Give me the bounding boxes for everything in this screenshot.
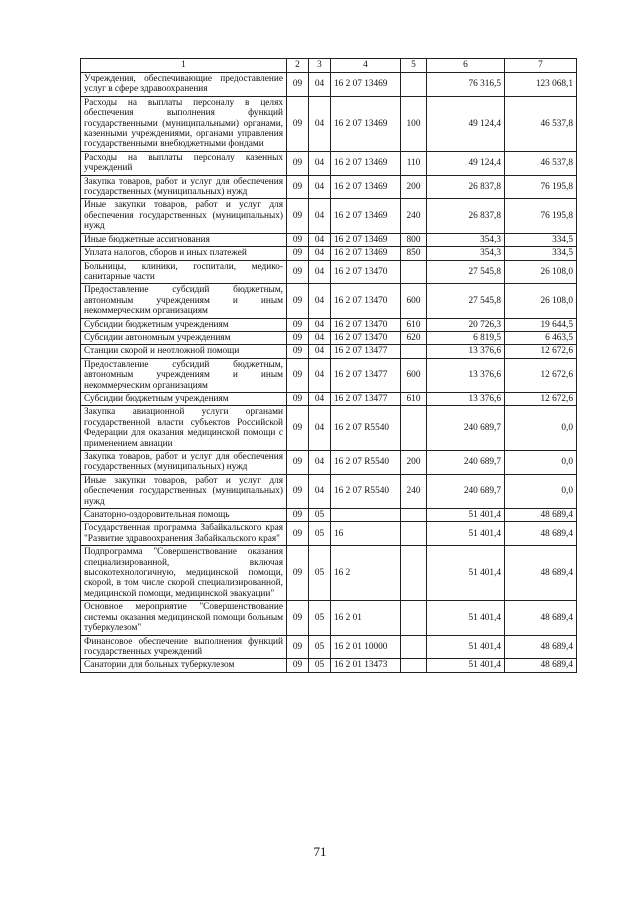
row-amount-1: 51 401,4 [427, 635, 505, 659]
row-subsection: 04 [309, 358, 331, 392]
row-amount-2: 19 644,5 [505, 318, 577, 331]
header-col-7: 7 [505, 59, 577, 73]
table-row [81, 175, 577, 199]
row-subsection: 04 [309, 199, 331, 233]
table-row [81, 601, 577, 635]
row-amount-1: 13 376,6 [427, 392, 505, 405]
table-row [81, 451, 577, 475]
page-number: 71 [313, 844, 327, 859]
row-amount-1: 51 401,4 [427, 522, 505, 546]
row-subsection: 04 [309, 331, 331, 344]
row-amount-2: 0,0 [505, 451, 577, 475]
header-col-1: 1 [81, 59, 287, 73]
row-expense-type: 600 [401, 284, 427, 318]
row-expense-type: 200 [401, 451, 427, 475]
row-expense-type: 850 [401, 247, 427, 260]
row-target-article: 16 [331, 522, 401, 546]
row-name: Субсидии бюджетным учреждениям [81, 318, 287, 331]
row-amount-2: 334,5 [505, 247, 577, 260]
row-subsection: 05 [309, 509, 331, 522]
row-subsection: 04 [309, 284, 331, 318]
row-name: Иные бюджетные ассигнования [81, 233, 287, 246]
row-amount-2: 46 537,8 [505, 151, 577, 175]
row-section: 09 [287, 284, 309, 318]
row-section: 09 [287, 659, 309, 672]
row-amount-2: 48 689,4 [505, 635, 577, 659]
row-target-article: 16 2 07 13469 [331, 96, 401, 151]
row-amount-1: 76 316,5 [427, 73, 505, 97]
table-row [81, 233, 577, 246]
row-target-article: 16 2 07 13477 [331, 345, 401, 358]
table-row [81, 260, 577, 284]
row-target-article: 16 2 07 13470 [331, 318, 401, 331]
row-target-article: 16 2 07 13477 [331, 358, 401, 392]
table-row [81, 331, 577, 344]
row-subsection: 04 [309, 345, 331, 358]
header-row [81, 59, 577, 73]
row-target-article: 16 2 07 13469 [331, 199, 401, 233]
row-amount-2: 48 689,4 [505, 546, 577, 601]
row-subsection: 04 [309, 73, 331, 97]
row-expense-type [401, 260, 427, 284]
table-row [81, 151, 577, 175]
table-row [81, 358, 577, 392]
table-row [81, 474, 577, 508]
row-amount-2: 12 672,6 [505, 345, 577, 358]
row-amount-2: 6 463,5 [505, 331, 577, 344]
row-target-article: 16 2 01 [331, 601, 401, 635]
table-row [81, 247, 577, 260]
row-name: Предоставление субсидий бюджетным, автономным учреждениям и иным некоммерческим организациям [81, 358, 287, 392]
row-section: 09 [287, 73, 309, 97]
row-amount-1: 26 837,8 [427, 175, 505, 199]
row-section: 09 [287, 96, 309, 151]
row-subsection: 04 [309, 233, 331, 246]
row-name: Санатории для больных туберкулезом [81, 659, 287, 672]
row-target-article [331, 509, 401, 522]
row-subsection: 04 [309, 392, 331, 405]
row-expense-type [401, 345, 427, 358]
row-amount-1: 13 376,6 [427, 358, 505, 392]
row-amount-1: 27 545,8 [427, 260, 505, 284]
row-expense-type [401, 546, 427, 601]
row-name: Финансовое обеспечение выполнения функций государственных учреждений [81, 635, 287, 659]
row-target-article: 16 2 07 13469 [331, 247, 401, 260]
row-amount-1: 354,3 [427, 247, 505, 260]
row-expense-type [401, 601, 427, 635]
row-amount-1: 240 689,7 [427, 406, 505, 451]
row-section: 09 [287, 474, 309, 508]
budget-table [80, 58, 577, 673]
row-target-article: 16 2 07 13469 [331, 73, 401, 97]
row-section: 09 [287, 392, 309, 405]
row-expense-type: 110 [401, 151, 427, 175]
row-name: Санаторно-оздоровительная помощь [81, 509, 287, 522]
row-name: Подпрограмма "Совершенствование оказания специализированной, включая высокотехнологичную, медицинской помощи, скорой, в том числе скорой специализированной, медицинской помощи, медицинской эвакуации" [81, 546, 287, 601]
header-col-6: 6 [427, 59, 505, 73]
row-expense-type: 610 [401, 318, 427, 331]
row-expense-type [401, 522, 427, 546]
row-expense-type [401, 509, 427, 522]
row-name: Иные закупки товаров, работ и услуг для обеспечения государственных (муниципальных) нужд [81, 474, 287, 508]
row-name: Закупка товаров, работ и услуг для обеспечения государственных (муниципальных) нужд [81, 451, 287, 475]
row-section: 09 [287, 345, 309, 358]
row-target-article: 16 2 01 10000 [331, 635, 401, 659]
row-amount-2: 48 689,4 [505, 522, 577, 546]
row-subsection: 05 [309, 522, 331, 546]
row-target-article: 16 2 07 13469 [331, 175, 401, 199]
row-target-article: 16 2 07 R5540 [331, 406, 401, 451]
table-row [81, 199, 577, 233]
row-amount-2: 76 195,8 [505, 199, 577, 233]
row-amount-2: 334,5 [505, 233, 577, 246]
row-subsection: 04 [309, 451, 331, 475]
row-name: Закупка авиационной услуги органами государственной власти субъектов Российской Федерации для оказания медицинской помощи с применением авиации [81, 406, 287, 451]
row-target-article: 16 2 07 13469 [331, 151, 401, 175]
table-row [81, 659, 577, 672]
row-expense-type [401, 406, 427, 451]
row-expense-type [401, 73, 427, 97]
row-amount-1: 6 819,5 [427, 331, 505, 344]
row-section: 09 [287, 358, 309, 392]
row-target-article: 16 2 07 13470 [331, 284, 401, 318]
row-section: 09 [287, 451, 309, 475]
table-row [81, 635, 577, 659]
row-amount-2: 26 108,0 [505, 284, 577, 318]
header-col-2: 2 [287, 59, 309, 73]
row-target-article: 16 2 07 13469 [331, 233, 401, 246]
header-col-3: 3 [309, 59, 331, 73]
row-section: 09 [287, 546, 309, 601]
row-subsection: 05 [309, 601, 331, 635]
row-subsection: 04 [309, 318, 331, 331]
header-col-4: 4 [331, 59, 401, 73]
row-amount-1: 26 837,8 [427, 199, 505, 233]
row-name: Основное мероприятие "Совершенствование системы оказания медицинской помощи больным туберкулезом" [81, 601, 287, 635]
row-amount-2: 48 689,4 [505, 659, 577, 672]
row-section: 09 [287, 247, 309, 260]
row-section: 09 [287, 635, 309, 659]
row-amount-1: 51 401,4 [427, 546, 505, 601]
row-target-article: 16 2 07 R5540 [331, 451, 401, 475]
row-amount-1: 240 689,7 [427, 474, 505, 508]
row-name: Закупка товаров, работ и услуг для обеспечения государственных (муниципальных) нужд [81, 175, 287, 199]
row-amount-2: 48 689,4 [505, 601, 577, 635]
row-name: Предоставление субсидий бюджетным, автономным учреждениям и иным некоммерческим организациям [81, 284, 287, 318]
row-expense-type: 200 [401, 175, 427, 199]
row-target-article: 16 2 01 13473 [331, 659, 401, 672]
row-amount-1: 20 726,3 [427, 318, 505, 331]
row-amount-2: 46 537,8 [505, 96, 577, 151]
row-expense-type [401, 635, 427, 659]
row-expense-type: 620 [401, 331, 427, 344]
table-row [81, 96, 577, 151]
row-expense-type: 610 [401, 392, 427, 405]
row-amount-1: 354,3 [427, 233, 505, 246]
row-subsection: 04 [309, 474, 331, 508]
row-section: 09 [287, 318, 309, 331]
row-expense-type: 600 [401, 358, 427, 392]
row-amount-1: 13 376,6 [427, 345, 505, 358]
row-section: 09 [287, 151, 309, 175]
row-amount-1: 49 124,4 [427, 151, 505, 175]
row-subsection: 05 [309, 659, 331, 672]
row-subsection: 04 [309, 96, 331, 151]
row-expense-type [401, 659, 427, 672]
row-amount-1: 240 689,7 [427, 451, 505, 475]
row-name: Станции скорой и неотложной помощи [81, 345, 287, 358]
row-name: Субсидии бюджетным учреждениям [81, 392, 287, 405]
row-amount-2: 76 195,8 [505, 175, 577, 199]
table-row [81, 73, 577, 97]
row-expense-type: 240 [401, 474, 427, 508]
table-row [81, 284, 577, 318]
header-col-5: 5 [401, 59, 427, 73]
row-name: Расходы на выплаты персоналу в целях обеспечения выполнения функций государственными (муниципальными) органами, казенными учреждениями, органами управления государственными внебюджетными фондами [81, 96, 287, 151]
table-row [81, 509, 577, 522]
row-name: Уплата налогов, сборов и иных платежей [81, 247, 287, 260]
row-amount-2: 0,0 [505, 474, 577, 508]
row-section: 09 [287, 509, 309, 522]
row-name: Государственная программа Забайкальского края "Развитие здравоохранения Забайкальского края" [81, 522, 287, 546]
row-amount-2: 12 672,6 [505, 358, 577, 392]
table-row [81, 392, 577, 405]
row-section: 09 [287, 199, 309, 233]
row-target-article: 16 2 07 R5540 [331, 474, 401, 508]
row-section: 09 [287, 260, 309, 284]
row-name: Расходы на выплаты персоналу казенных учреждений [81, 151, 287, 175]
row-section: 09 [287, 233, 309, 246]
row-expense-type: 240 [401, 199, 427, 233]
row-amount-1: 51 401,4 [427, 659, 505, 672]
row-amount-1: 51 401,4 [427, 601, 505, 635]
row-subsection: 05 [309, 635, 331, 659]
row-amount-2: 26 108,0 [505, 260, 577, 284]
table-row [81, 522, 577, 546]
row-subsection: 04 [309, 406, 331, 451]
row-target-article: 16 2 07 13477 [331, 392, 401, 405]
row-subsection: 04 [309, 247, 331, 260]
row-amount-2: 12 672,6 [505, 392, 577, 405]
table-row [81, 546, 577, 601]
row-expense-type: 800 [401, 233, 427, 246]
row-amount-1: 49 124,4 [427, 96, 505, 151]
row-expense-type: 100 [401, 96, 427, 151]
row-amount-2: 0,0 [505, 406, 577, 451]
table-row [81, 345, 577, 358]
row-amount-1: 51 401,4 [427, 509, 505, 522]
table-row [81, 406, 577, 451]
table-row [81, 318, 577, 331]
row-amount-1: 27 545,8 [427, 284, 505, 318]
row-subsection: 04 [309, 260, 331, 284]
row-section: 09 [287, 406, 309, 451]
row-section: 09 [287, 331, 309, 344]
row-subsection: 04 [309, 175, 331, 199]
row-amount-2: 48 689,4 [505, 509, 577, 522]
row-target-article: 16 2 07 13470 [331, 331, 401, 344]
row-name: Иные закупки товаров, работ и услуг для обеспечения государственных (муниципальных) нужд [81, 199, 287, 233]
row-target-article: 16 2 07 13470 [331, 260, 401, 284]
row-subsection: 05 [309, 546, 331, 601]
row-name: Учреждения, обеспечивающие предоставление услуг в сфере здравоохранения [81, 73, 287, 97]
row-section: 09 [287, 522, 309, 546]
row-section: 09 [287, 175, 309, 199]
row-amount-2: 123 068,1 [505, 73, 577, 97]
row-name: Субсидии автономным учреждениям [81, 331, 287, 344]
row-name: Больницы, клиники, госпитали, медико-санитарные части [81, 260, 287, 284]
row-subsection: 04 [309, 151, 331, 175]
row-target-article: 16 2 [331, 546, 401, 601]
row-section: 09 [287, 601, 309, 635]
